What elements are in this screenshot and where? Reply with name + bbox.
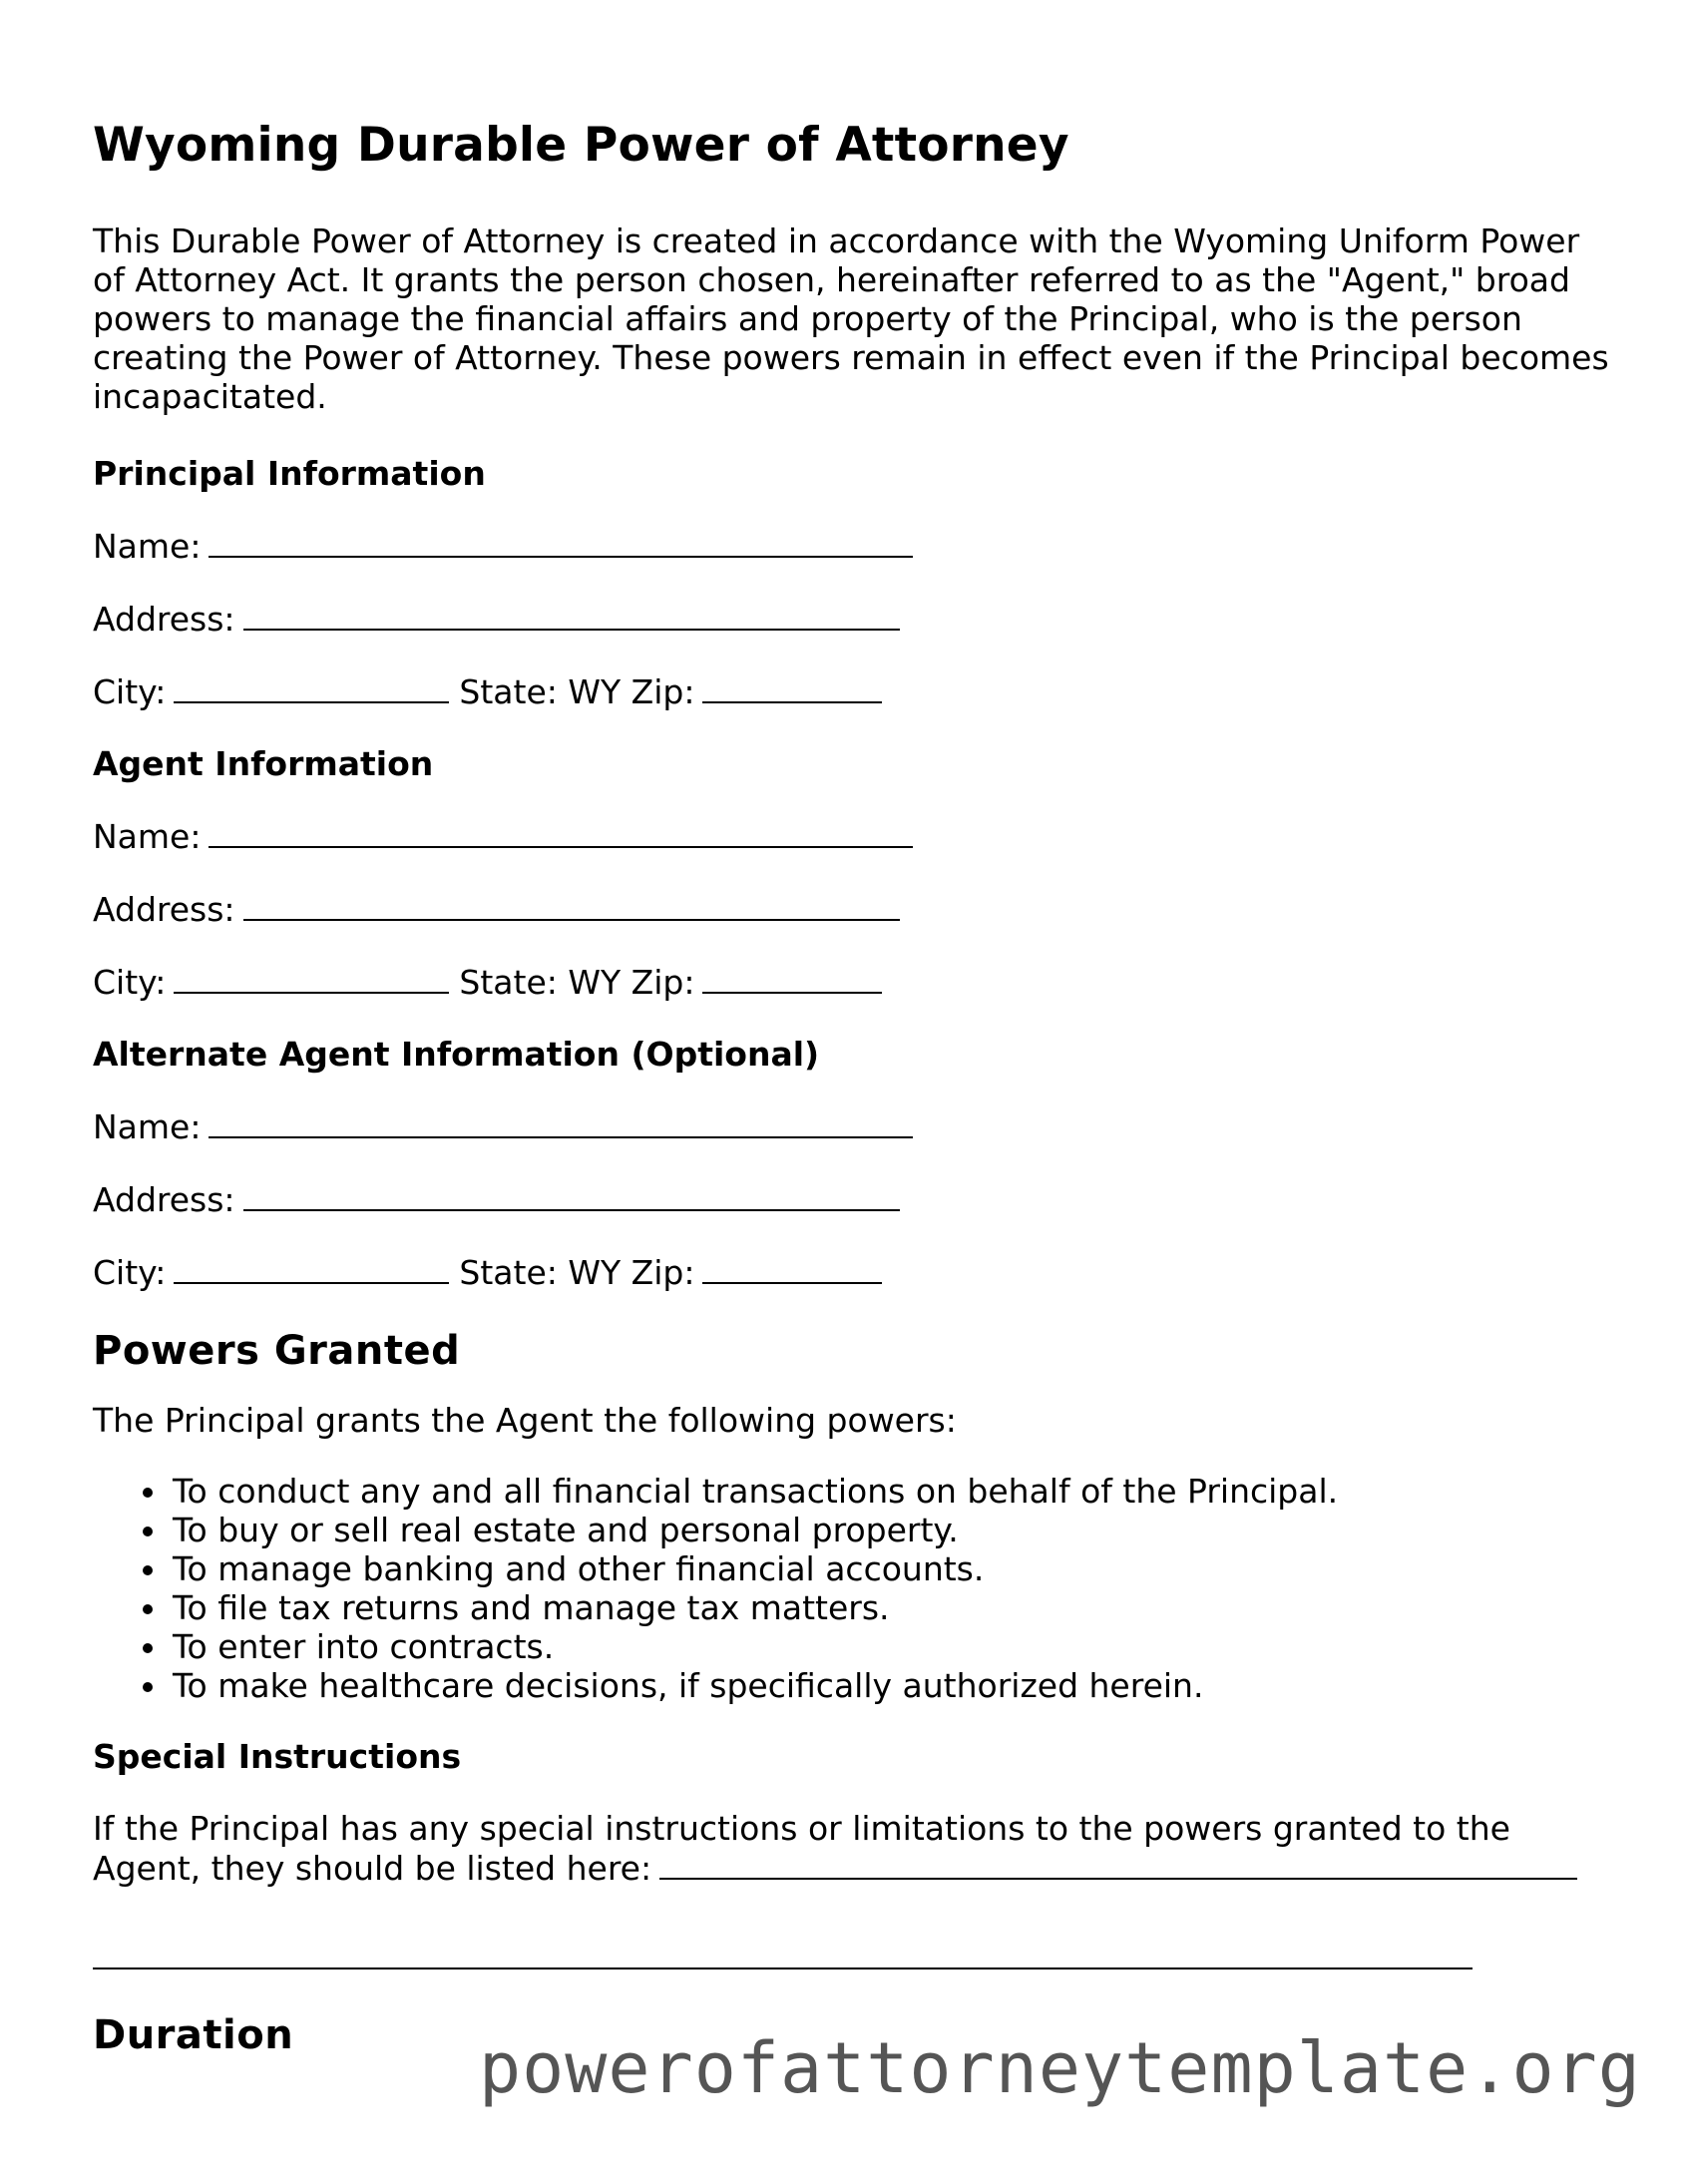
intro-paragraph: This Durable Power of Attorney is created in accordance with the Wyoming Uniform Power of Attorney Act. It grants the person chosen, hereinafter referred to as the "Agent," broad powers to manage the financial affairs and property of the Principal, who is the person creating the Power of Attorney. These powers remain in effect even if the Principal becomes incapacitated. bbox=[93, 221, 1609, 416]
principal-name-label: Name: bbox=[93, 527, 202, 566]
agent-zip-field[interactable] bbox=[702, 962, 882, 994]
principal-name-field[interactable] bbox=[209, 526, 913, 558]
powers-lead: The Principal grants the Agent the following powers: bbox=[93, 1401, 957, 1440]
alternate-city-row bbox=[93, 1252, 1609, 1293]
alternate-heading: Alternate Agent Information (Optional) bbox=[93, 1035, 820, 1074]
agent-city-label: City: bbox=[93, 963, 167, 1002]
special-paragraph bbox=[93, 1809, 1609, 1888]
special-heading: Special Instructions bbox=[93, 1737, 462, 1776]
agent-heading: Agent Information bbox=[93, 744, 434, 783]
agent-state-zip-label: State: WY Zip: bbox=[459, 963, 695, 1002]
alternate-name-label: Name: bbox=[93, 1107, 202, 1146]
agent-city-field[interactable] bbox=[174, 962, 449, 994]
alternate-name-field[interactable] bbox=[209, 1106, 913, 1138]
agent-name-field[interactable] bbox=[209, 816, 913, 848]
powers-heading: Powers Granted bbox=[93, 1328, 461, 1374]
list-item: To enter into contracts. bbox=[173, 1627, 1609, 1666]
special-text: If the Principal has any special instructions or limitations to the powers granted to the Agent, they should be listed here: bbox=[93, 1809, 1510, 1888]
alternate-city-label: City: bbox=[93, 1253, 167, 1292]
alternate-address-row bbox=[93, 1179, 1609, 1220]
list-item: To buy or sell real estate and personal property. bbox=[173, 1511, 1609, 1549]
alternate-name-row bbox=[93, 1106, 1609, 1147]
principal-city-row bbox=[93, 671, 1609, 712]
list-item: To conduct any and all financial transactions on behalf of the Principal. bbox=[173, 1472, 1609, 1511]
principal-heading: Principal Information bbox=[93, 454, 486, 493]
list-item: To file tax returns and manage tax matters. bbox=[173, 1588, 1609, 1627]
watermark-text: powerofattorneytemplate.org bbox=[479, 2027, 1641, 2109]
document-page bbox=[93, 112, 1609, 2085]
agent-name-row bbox=[93, 816, 1609, 857]
principal-address-label: Address: bbox=[93, 600, 235, 639]
special-instructions-line-2-row bbox=[93, 1938, 1609, 1969]
document-title: Wyoming Durable Power of Attorney bbox=[93, 118, 1069, 173]
alternate-address-field[interactable] bbox=[243, 1179, 900, 1211]
principal-zip-field[interactable] bbox=[702, 671, 882, 703]
principal-name-row bbox=[93, 526, 1609, 567]
agent-address-field[interactable] bbox=[243, 889, 900, 921]
principal-city-label: City: bbox=[93, 672, 167, 711]
principal-city-field[interactable] bbox=[174, 671, 449, 703]
alternate-zip-field[interactable] bbox=[702, 1252, 882, 1284]
agent-city-row bbox=[93, 962, 1609, 1003]
alternate-address-label: Address: bbox=[93, 1180, 235, 1219]
list-item: To manage banking and other financial accounts. bbox=[173, 1549, 1609, 1588]
agent-address-label: Address: bbox=[93, 890, 235, 929]
alternate-state-zip-label: State: WY Zip: bbox=[459, 1253, 695, 1292]
powers-list bbox=[93, 1472, 1609, 1705]
alternate-city-field[interactable] bbox=[174, 1252, 449, 1284]
duration-heading: Duration bbox=[93, 2012, 294, 2058]
list-item: To make healthcare decisions, if specifically authorized herein. bbox=[173, 1666, 1609, 1705]
principal-state-zip-label: State: WY Zip: bbox=[459, 672, 695, 711]
agent-address-row bbox=[93, 889, 1609, 930]
principal-address-row bbox=[93, 599, 1609, 640]
agent-name-label: Name: bbox=[93, 817, 202, 856]
special-instructions-field-2[interactable] bbox=[93, 1938, 1473, 1969]
special-instructions-field[interactable] bbox=[659, 1848, 1577, 1880]
principal-address-field[interactable] bbox=[243, 599, 900, 631]
